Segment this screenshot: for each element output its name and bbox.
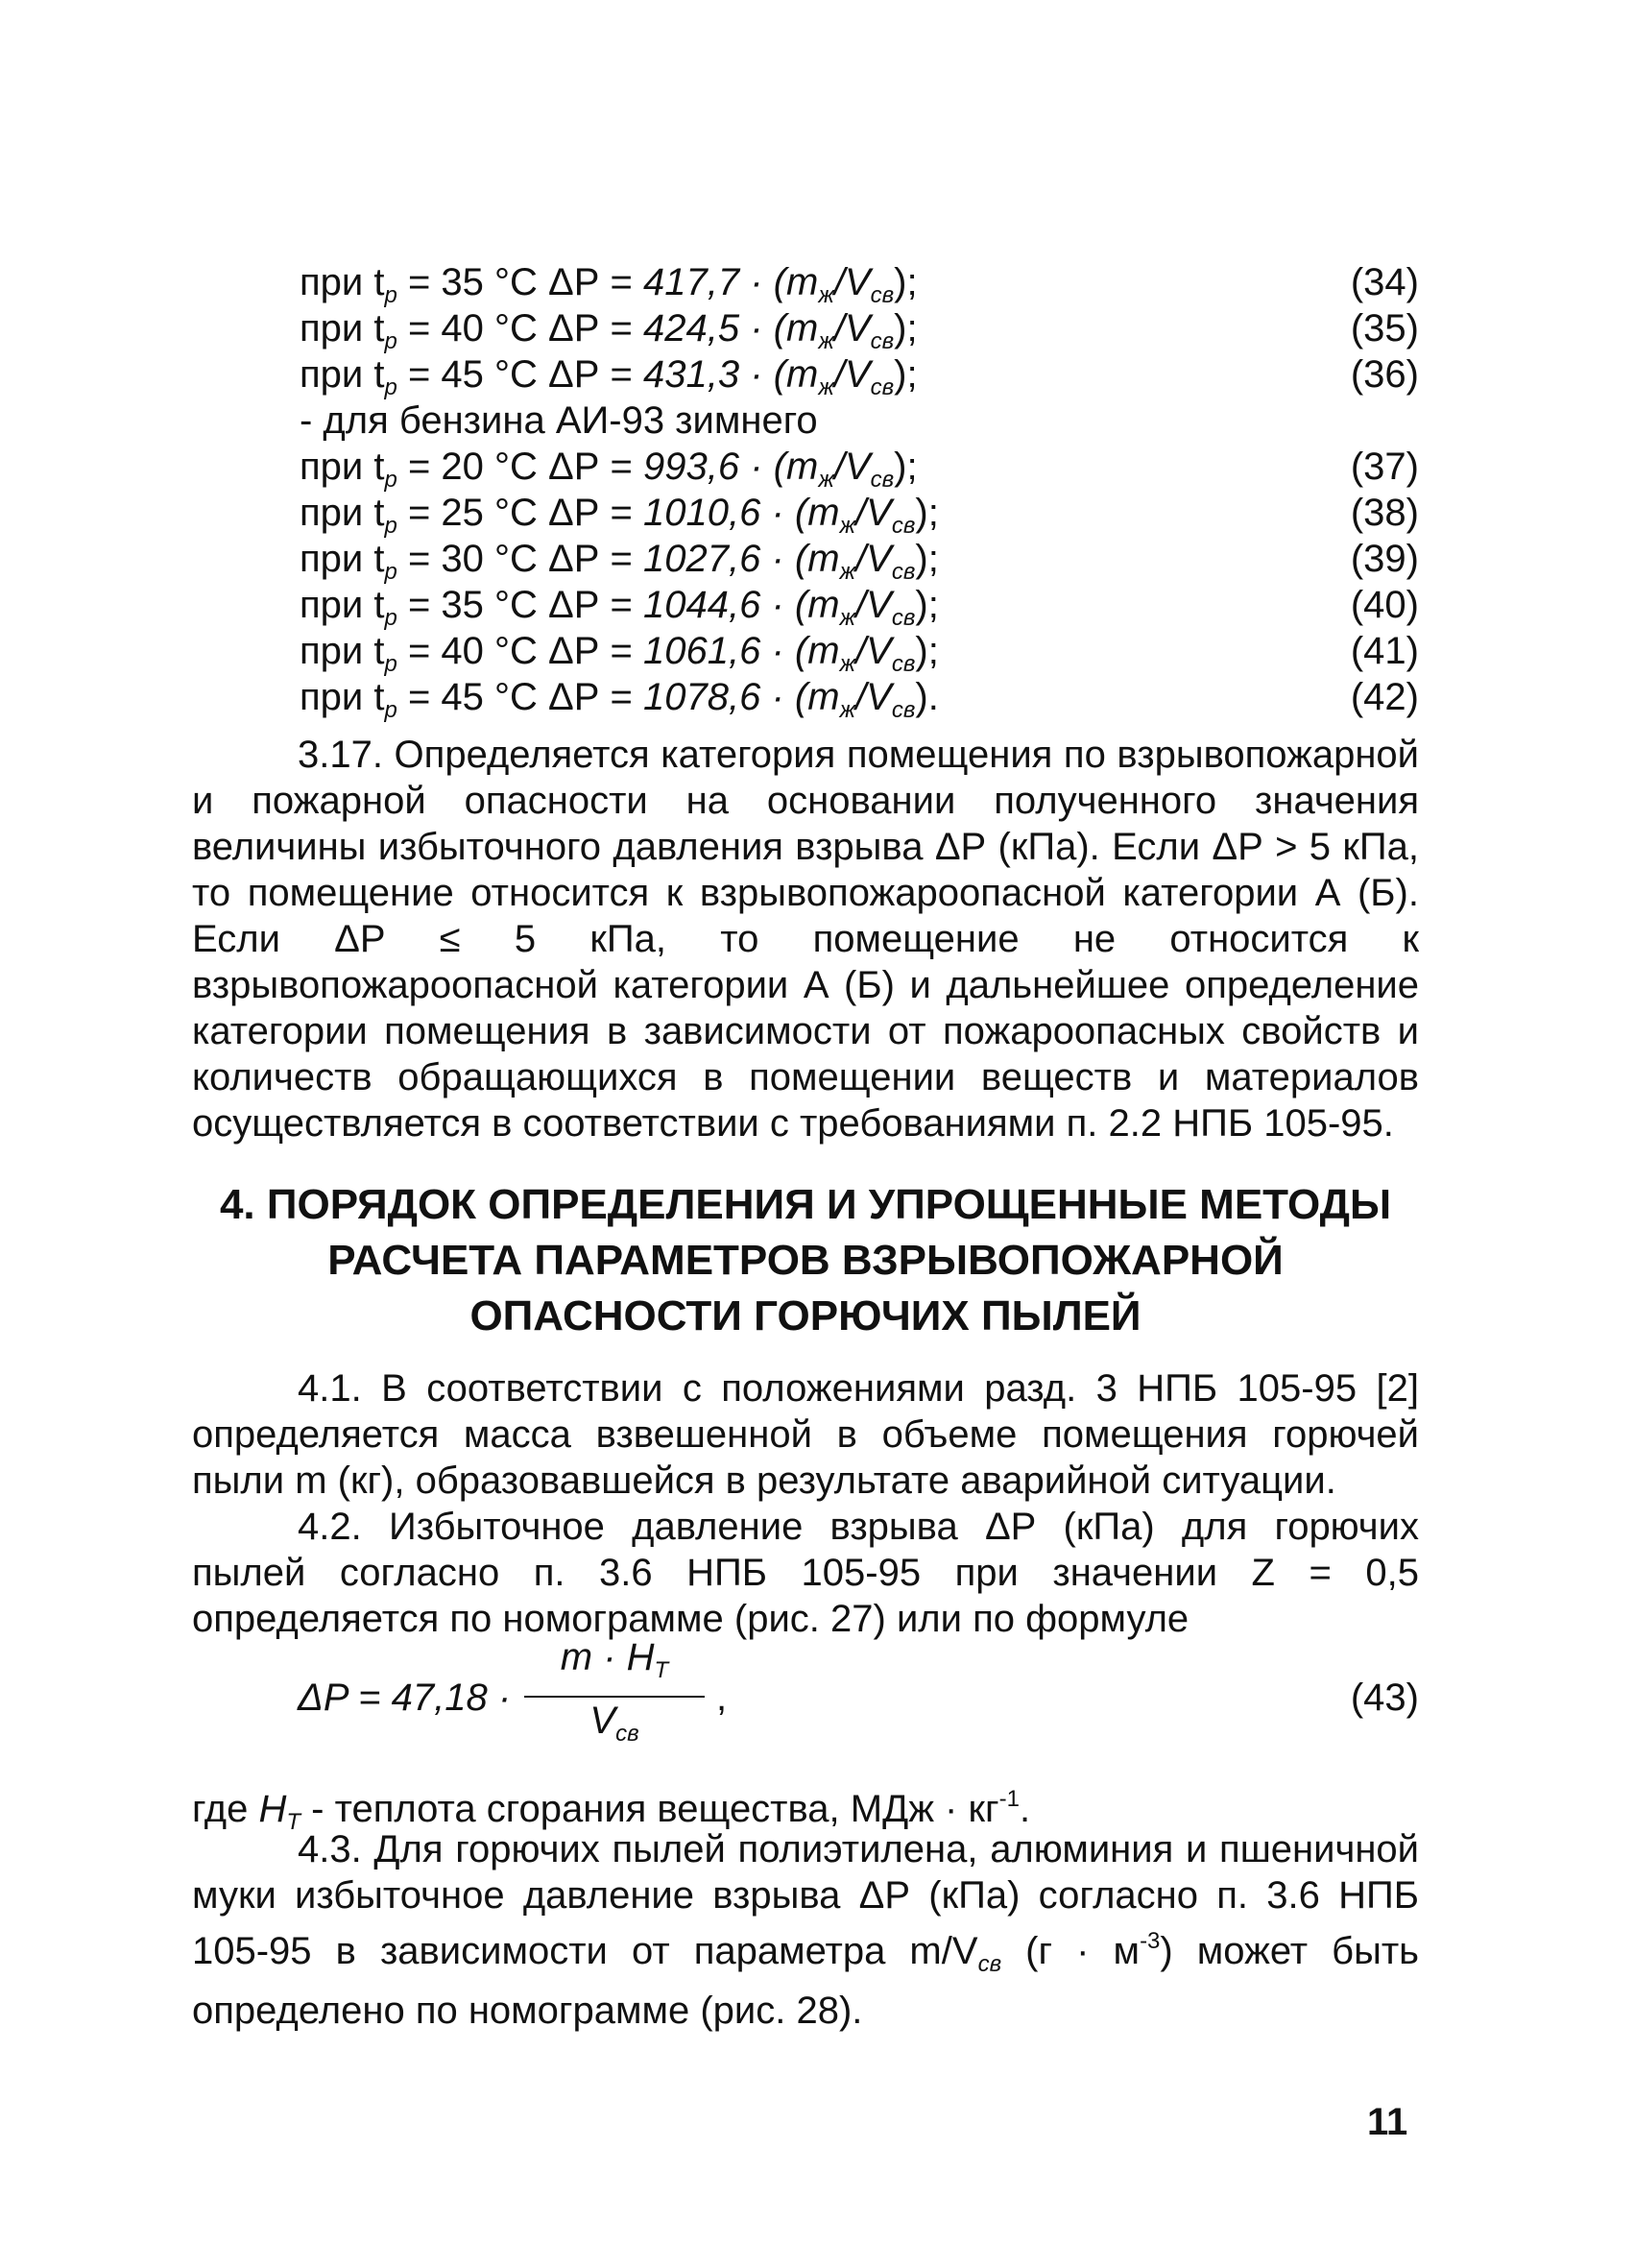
formula-43-number: (43) [1350,1677,1419,1719]
formula-line [300,536,1419,585]
where-end: . [1019,1788,1031,1830]
formula-coefficient: 1027,6 [643,538,761,580]
formula-prefix: при t [300,261,385,303]
formula-temp-subscript: р [384,282,397,308]
formula-line [300,628,1419,677]
numerator-subscript: T [654,1657,669,1683]
formula-mass-subscript: ж [818,374,834,400]
formula-volume-subscript: св [870,467,895,493]
formula-temp-subscript: р [384,374,397,400]
section-title-line-3: ОПАСНОСТИ ГОРЮЧИХ ПЫЛЕЙ [469,1292,1141,1339]
paragraph-4-3-text [192,1826,1419,2034]
formula-line [300,582,1419,631]
formula-line [300,444,1419,493]
formula-end: ); [894,353,918,396]
formula-volume: /V [833,307,871,350]
where-symbol-sub: T [286,1809,301,1835]
paragraph-4-3-part-c: ) может быть определено по номограмме (рис. 28). [192,1930,1419,2032]
page-number: 11 [1367,2101,1408,2143]
formula-end: ); [894,446,918,488]
formula-number: (37) [1350,446,1419,488]
formula-condition: = 25 °С ΔР = [396,492,644,534]
formula-volume-subscript: св [870,282,895,308]
formula-number: (34) [1350,261,1419,303]
formula-volume-subscript: св [891,651,916,677]
formula-prefix: при t [300,353,385,396]
formula-volume: /V [855,676,892,718]
formula-prefix: при t [300,630,385,672]
formula-line [300,305,1419,354]
formula-volume-subscript: св [870,328,895,354]
formula-condition: = 45 °С ΔР = [396,353,644,396]
formula-volume: /V [855,630,892,672]
formula-mass: · (m [760,492,840,534]
formula-mass: · (m [760,538,840,580]
formula-mass: · (m [760,584,840,626]
formula-prefix: при t [300,446,385,488]
formula-coefficient: 1061,6 [643,630,761,672]
where-prefix: где [192,1788,259,1830]
formula-mass: · (m [739,307,819,350]
formula-volume: /V [855,584,892,626]
formula-coefficient: 417,7 [643,261,740,303]
paragraph-3-17 [192,732,1419,1146]
formula-mass: · (m [760,630,840,672]
formula-43-lhs: ΔP = 47,18 · [298,1677,512,1719]
section-4-title [192,1177,1419,1344]
formula-43-fraction [520,1634,709,1757]
paragraph-4-2-text: 4.2. Избыточное давление взрыва ΔР (кПа) для горючих пылей согласно п. 3.6 НПБ 105-95 при значении Z = 0,5 определяется по номограмме (рис. 27) или по формуле [192,1506,1419,1640]
formula-mass-subscript: ж [839,559,856,585]
where-definition: - теплота сгорания вещества, МДж · кг [300,1788,999,1830]
formula-mass: · (m [739,261,819,303]
formula-line [300,351,1419,398]
formula-prefix: при t [300,584,385,626]
formula-condition: = 35 °С ΔР = [396,584,644,626]
formula-number: (42) [1350,676,1419,718]
formula-condition: = 45 °С ΔР = [396,676,644,718]
formula-number: (35) [1350,307,1419,350]
formula-end: ); [915,584,939,626]
paragraph-4-3-part-b: (г · м [1001,1930,1141,1972]
formula-volume-subscript: св [891,559,916,585]
formula-number: (41) [1350,630,1419,672]
formula-mass-subscript: ж [839,513,856,539]
formula-coefficient: 431,3 [643,353,740,396]
formula-volume: /V [855,492,892,534]
formula-temp-subscript: р [384,328,397,354]
formula-43-denominator [520,1698,709,1757]
winter-gasoline-label: - для бензина АИ-93 зимнего [300,399,818,442]
formula-end: ); [894,261,918,303]
formula-temp-subscript: р [384,467,397,493]
paragraph-4-3-part-a: 4.3. Для горючих пылей полиэтилена, алюминия и пшеничной муки избыточное давление взрыва ΔР (кПа) согласно п. 3.6 НПБ 105-95 в зависимости от параметра m/V [192,1828,1419,1972]
numerator-text: m · H [560,1636,655,1678]
formula-line [300,674,1419,723]
formula-43-comma: , [716,1677,728,1719]
formula-43-numerator [520,1634,709,1694]
paragraph-4-3 [192,1826,1419,2034]
formula-temp-subscript: р [384,697,397,723]
section-title-line-1: 4. ПОРЯДОК ОПРЕДЕЛЕНИЯ И УПРОЩЕННЫЕ МЕТОДЫ [219,1181,1392,1228]
paragraph-4-1-text: 4.1. В соответствии с положениями разд. 3 НПБ 105-95 [2] определяется масса взвешенной в объеме помещения горючей пыли m (кг), образовавшейся в результате аварийной ситуации. [192,1367,1419,1502]
denominator-text: V [589,1700,616,1742]
formula-mass-subscript: ж [839,651,856,677]
formula-end: ); [915,538,939,580]
formula-temp-subscript: р [384,651,397,677]
formula-number: (38) [1350,492,1419,534]
formula-volume-subscript: св [891,697,916,723]
formula-condition: = 35 °С ΔР = [396,261,644,303]
formula-prefix: при t [300,676,385,718]
formula-volume-subscript: св [891,605,916,631]
formula-volume: /V [833,446,871,488]
formula-line [300,490,1419,539]
formula-temp-subscript: р [384,513,397,539]
formula-volume-subscript: св [891,513,916,539]
formula-43 [298,1634,1419,1769]
formula-coefficient: 424,5 [643,307,740,350]
paragraph-4-1 [192,1365,1419,1504]
where-exponent: -1 [998,1786,1020,1812]
formula-coefficient: 1044,6 [643,584,761,626]
formula-coefficient: 993,6 [643,446,740,488]
formula-mass-subscript: ж [818,328,834,354]
formula-coefficient: 1010,6 [643,492,761,534]
formula-temp-subscript: р [384,559,397,585]
formula-prefix: при t [300,307,385,350]
formula-number: (36) [1350,353,1419,396]
formula-line [300,259,1419,308]
paragraph-4-3-sub: св [977,1951,1002,1977]
where-symbol: H [258,1788,287,1830]
formula-mass-subscript: ж [839,605,856,631]
formula-condition: = 20 °С ΔР = [396,446,644,488]
formula-condition: = 40 °С ΔР = [396,630,644,672]
formula-number: (39) [1350,538,1419,580]
formula-end: ); [915,492,939,534]
paragraph-4-3-sup: -3 [1140,1928,1161,1954]
formula-mass-subscript: ж [818,282,834,308]
formula-mass-subscript: ж [818,467,834,493]
formula-prefix: при t [300,538,385,580]
formula-prefix: при t [300,492,385,534]
formula-coefficient: 1078,6 [643,676,761,718]
formula-temp-subscript: р [384,605,397,631]
formula-condition: = 30 °С ΔР = [396,538,644,580]
formula-number: (40) [1350,584,1419,626]
formula-mass: · (m [739,446,819,488]
formula-mass: · (m [739,353,819,396]
formula-volume-subscript: св [870,374,895,400]
formula-volume: /V [833,261,871,303]
paragraph-3-17-text: 3.17. Определяется категория помещения по взрывопожарной и пожарной опасности на основании полученного значения величины избыточного давления взрыва ΔР (кПа). Если ΔР > 5 кПа, то помещение относится к взрывопожароопасной категории А (Б). Если ΔР ≤ 5 кПа, то помещение не относится к взрывопожароопасной категории А (Б) и дальнейшее определение категории помещения в зависимости от пожароопасных свойств и количеств обращающихся в помещении веществ и материалов осуществляется в соответствии с требованиями п. 2.2 НПБ 105-95. [192,734,1419,1145]
formula-end: ). [915,676,939,718]
formula-volume: /V [855,538,892,580]
paragraph-4-2 [192,1504,1419,1642]
formula-mass-subscript: ж [839,697,856,723]
formula-end: ); [915,630,939,672]
denominator-subscript: св [615,1721,639,1747]
formula-condition: = 40 °С ΔР = [396,307,644,350]
formula-end: ); [894,307,918,350]
formula-mass: · (m [760,676,840,718]
section-title-line-2: РАСЧЕТА ПАРАМЕТРОВ ВЗРЫВОПОЖАРНОЙ [327,1237,1284,1284]
formula-volume: /V [833,353,871,396]
